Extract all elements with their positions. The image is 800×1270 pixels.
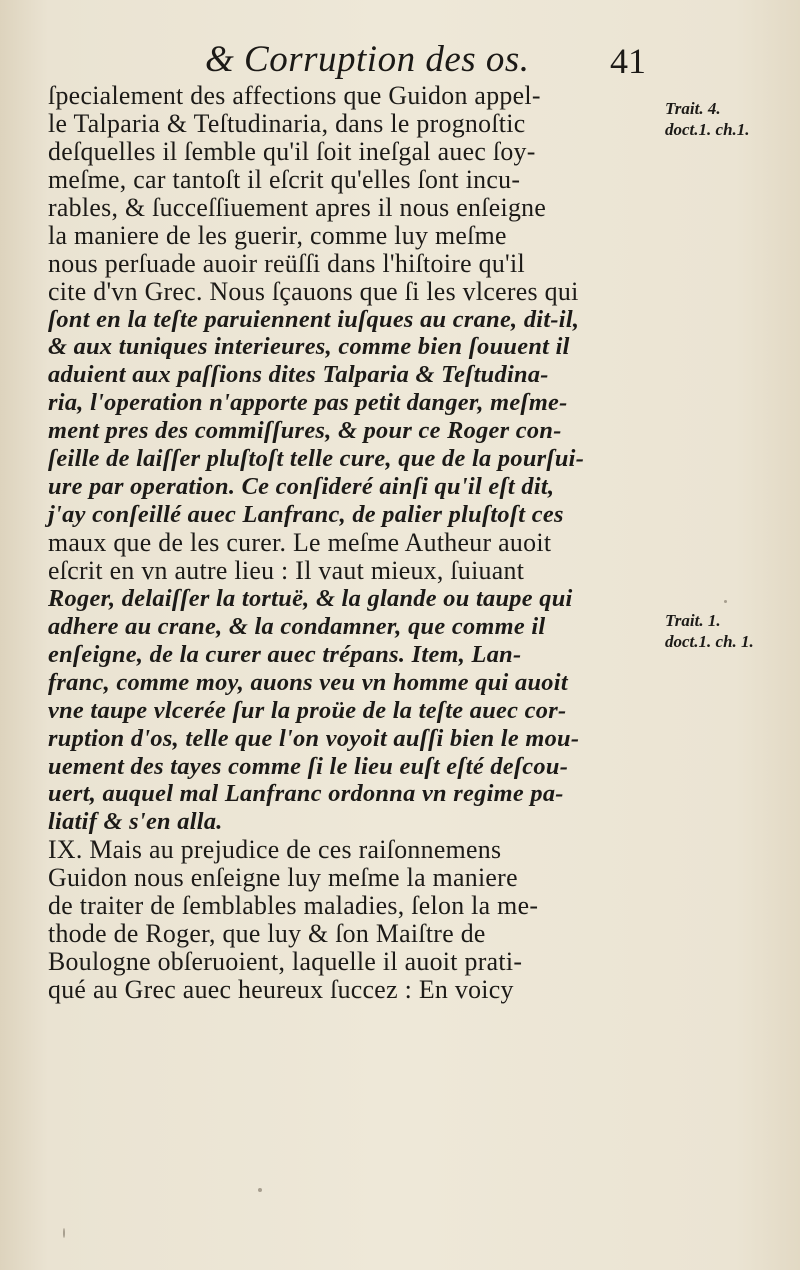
margin-note [665,98,795,140]
margin-notes [665,0,800,1270]
text-line: le Talparia & Teſtudinaria, dans le prognoſtic [48,108,526,138]
text-line: liatif & s'en alla. [48,808,223,836]
text-line: thode de Roger, que luy & ſon Maiſtre de [48,919,486,949]
text-line: deſquelles il ſemble qu'il ſoit ineſgal auec ſoy- [48,136,536,166]
text-line: rables, & ſucceſſiuement apres il nous enſeigne [48,192,547,222]
text-line: ria, l'operation n'apporte pas petit danger, meſme- [48,389,568,417]
paper-speck [63,1228,65,1238]
margin-note [665,610,795,652]
margin-note-line: doct.1. ch.1. [665,120,750,139]
body-text [48,82,658,1004]
text-line: IX. Mais au prejudice de ces raiſonnemens [48,835,502,865]
text-line: & aux tuniques interieures, comme bien ſouuent il [48,333,570,361]
text-line: cite d'vn Grec. Nous ſçauons que ſi les vlceres qui [48,276,579,306]
paper-speck [724,600,727,603]
text-line: ruption d'os, telle que l'on voyoit auſſi bien le mou- [48,724,580,752]
margin-note-line: Trait. 1. [665,611,721,630]
text-line: Guidon nous enſeigne luy meſme la maniere [48,863,518,893]
text-line: Boulogne obſeruoient, laquelle il auoit prati- [48,947,523,977]
text-line: ſont en la teſte paruiennent iuſques au crane, dit-il, [48,305,580,333]
text-line: qué au Grec auec heureux ſuccez : En voicy [48,975,514,1004]
text-line: uert, auquel mal Lanfranc ordonna vn regime pa- [48,780,564,808]
text-line: j'ay conſeillé auec Lanfranc, de palier pluſtoſt ces [48,501,564,529]
text-line: eſcrit en vn autre lieu : Il vaut mieux, ſuiuant [48,555,525,585]
text-line: de traiter de ſemblables maladies, ſelon la me- [48,891,539,921]
text-line: vne taupe vlcerée ſur la proüe de la teſte auec cor- [48,696,567,724]
text-line: ure par operation. Ce conſideré ainſi qu'il eſt dit, [48,473,555,501]
text-line: franc, comme moy, auons veu vn homme qui auoit [48,668,568,696]
page-number: 41 [610,41,646,81]
text-line: enſeigne, de la curer auec trépans. Item, Lan- [48,640,522,668]
running-title: & Corruption des os. [205,39,530,80]
margin-note-line: Trait. 4. [665,99,721,118]
text-line: meſme, car tantoſt il eſcrit qu'elles ſont incu- [48,164,521,194]
text-line: ſpecialement des affections que Guidon appel- [48,81,541,110]
text-line: ſeille de laiſſer pluſtoſt telle cure, que de la pourſui- [48,445,585,473]
text-line: uement des tayes comme ſi le lieu euſt eſté deſcou- [48,752,569,780]
text-line: ment pres des commiſſures, & pour ce Roger con- [48,417,562,445]
text-line: Roger, delaiſſer la tortuë, & la glande ou taupe qui [48,584,573,612]
text-line: aduient aux paſſions dites Talparia & Teſtudina- [48,361,549,389]
paper-speck [258,1188,262,1192]
text-line: adhere au crane, & la condamner, que comme il [48,612,546,640]
text-line: la maniere de les guerir, comme luy meſme [48,220,507,250]
text-line: nous perſuade auoir reüſſi dans l'hiſtoire qu'il [48,248,525,278]
margin-note-line: doct.1. ch. 1. [665,632,754,651]
text-line: maux que de les curer. Le meſme Autheur auoit [48,528,552,557]
